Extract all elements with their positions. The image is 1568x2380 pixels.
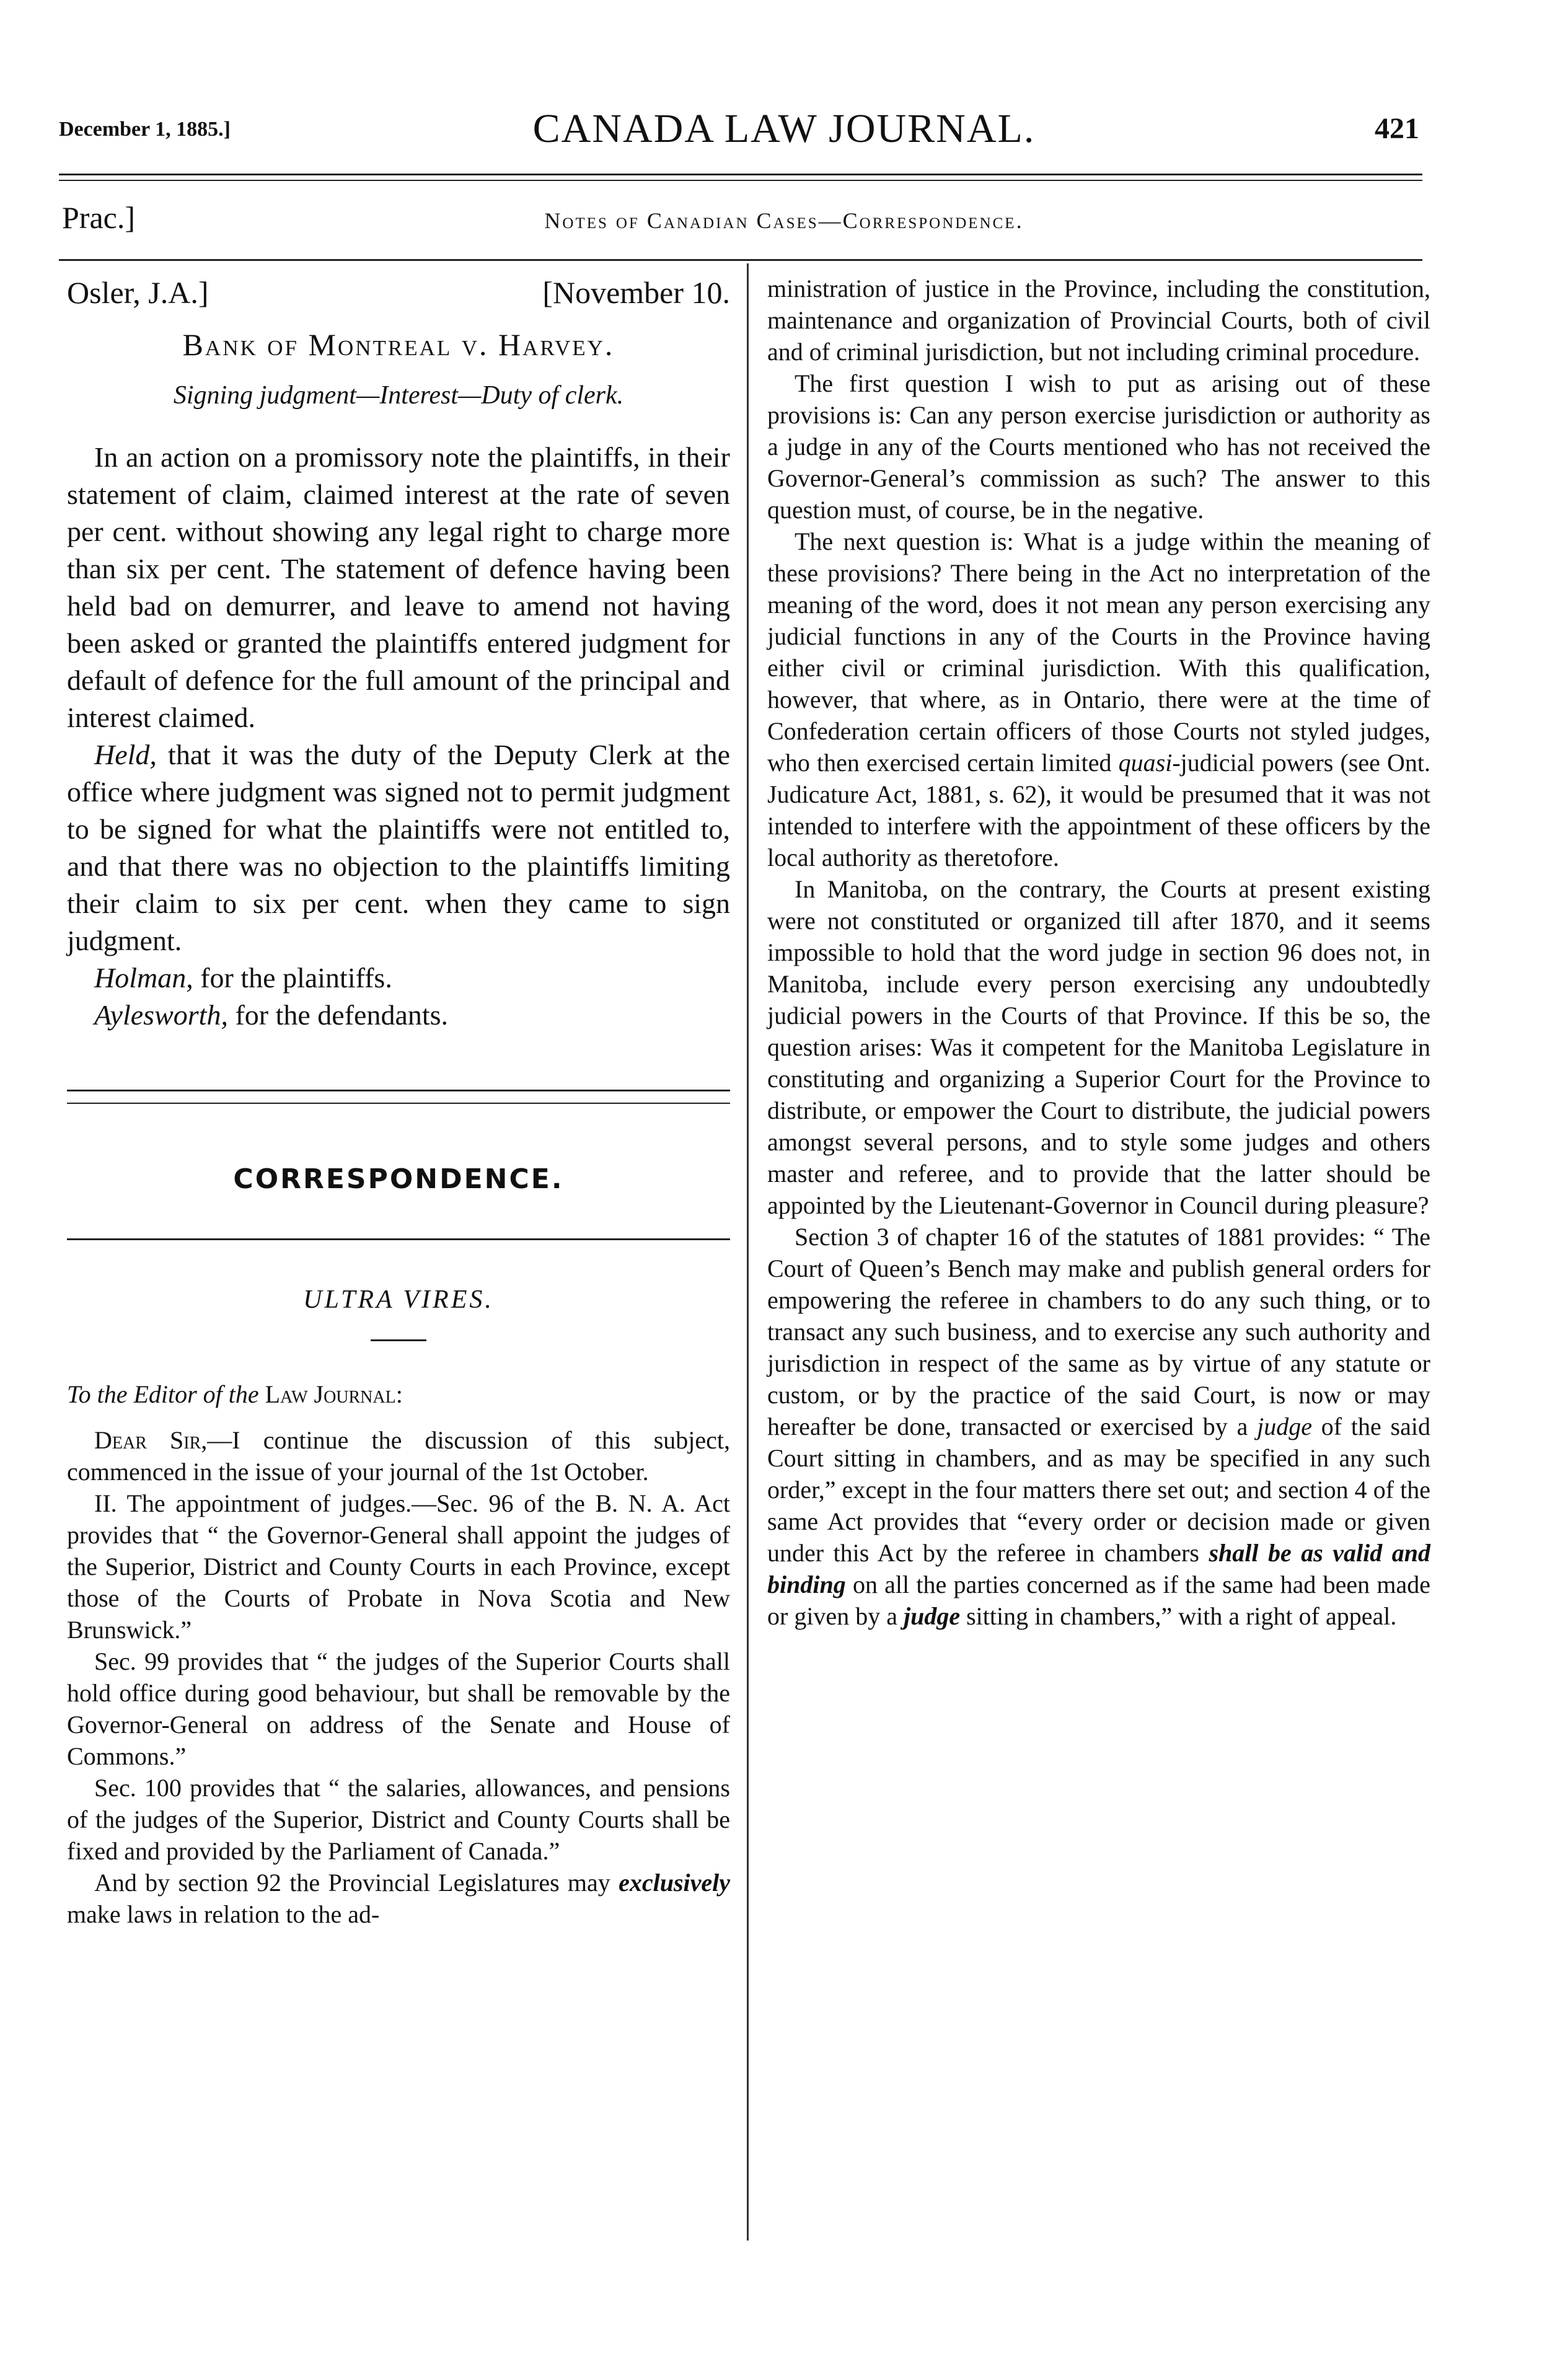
case-judge: Osler, J.A.] xyxy=(67,275,209,310)
dear-sir: Dear Sir, xyxy=(94,1426,208,1454)
column-divider xyxy=(747,263,749,2241)
section-title: Notes of Canadian Cases—Correspondence. xyxy=(544,208,1024,233)
right-para-4: In Manitoba, on the contrary, the Courts at present existing were not constituted or organized till after 1870, and it seems impossible to hold that the word judge in section 96 does not, in Manitoba, include every person exercising any undoubtedly judicial powers in the Courts of that Province. If this be so, the question arises: Was it competent for the Manitoba Legislature in constituting and organizing a Superior Court for the Province to distribute, or empower the Court to distribute, the judicial powers amongst several persons, and to style some judges and others master and referee, and to provide that the latter should be appointed by the Lieutenant-Governor in Council during pleasure? xyxy=(767,875,1430,1219)
case-header xyxy=(67,273,730,312)
counsel-defendants-text: for the defendants. xyxy=(227,999,449,1031)
right-para-3 xyxy=(767,526,1430,873)
journal-title: CANADA LAW JOURNAL. xyxy=(532,106,1036,151)
right-para-3-c: -judicial powers (see Ont. Judicature Act, 1881, s. 62), it would be presumed that it was not intended to interfere with the appointment of these officers by the local authority as theretofore. xyxy=(767,749,1430,871)
right-para-5-d: shall be as valid and binding xyxy=(767,1539,1430,1598)
counsel-defendants-name: Aylesworth, xyxy=(94,999,228,1031)
letter-para-5-c: make laws in relation to the ad- xyxy=(67,1900,380,1928)
correspondence-heading: CORRESPONDENCE. xyxy=(233,1163,564,1195)
case-headnote: Signing judgment—Interest—Duty of clerk. xyxy=(173,381,624,410)
letter-para-1-text: —I continue the discussion of this subject, commenced in the issue of your journal of the 1st October. xyxy=(67,1426,731,1486)
ultra-vires-heading: ULTRA VIRES. xyxy=(303,1285,494,1314)
right-para-1: ministration of justice in the Province, including the constitution, maintenance and organization of Provincial Courts, both of civil and of criminal jurisdiction, but not including criminal procedure. xyxy=(767,275,1430,366)
right-para-5-b: judge xyxy=(1257,1413,1312,1440)
salutation-journal: Law Journal: xyxy=(258,1380,403,1408)
counsel-defendants xyxy=(67,997,730,1034)
issue-date: December 1, 1885.] xyxy=(59,118,231,141)
right-para-3-b: quasi xyxy=(1118,749,1173,777)
left-column xyxy=(67,273,730,1930)
counsel-plaintiffs-name: Holman, xyxy=(94,962,193,994)
header-rule-top-2 xyxy=(59,180,1422,181)
right-para-5-f: judge xyxy=(903,1602,961,1630)
letter-para-1 xyxy=(67,1424,730,1488)
held-text: that it was the duty of the Deputy Clerk at the office where judgment was signed not to permit judgment to be signed for what the plaintiffs were not entitled to, and that there was no objection to the plaintiffs limiting their claim to six per cent. when they came to sign judgment. xyxy=(67,739,730,956)
letter-para-5 xyxy=(67,1867,730,1930)
right-para-5 xyxy=(767,1221,1430,1632)
letter-para-5-a: And by section 92 the Provincial Legislatures may xyxy=(94,1869,619,1897)
case-date: [November 10. xyxy=(542,275,730,310)
case-held xyxy=(67,736,730,959)
counsel-plaintiffs xyxy=(67,959,730,997)
right-para-5-g: sitting in chambers,” with a right of appeal. xyxy=(960,1602,1397,1630)
letter-para-3: Sec. 99 provides that “ the judges of the Superior Courts shall hold office during good behaviour, but shall be removable by the Governor-General on address of the Senate and House of Commons.” xyxy=(67,1647,730,1770)
header-rule-bottom xyxy=(59,259,1422,261)
letter-para-5-b: exclusively xyxy=(619,1869,730,1897)
counsel-plaintiffs-text: for the plaintiffs. xyxy=(193,962,392,994)
right-column xyxy=(767,273,1430,1632)
header-rule-top xyxy=(59,174,1422,175)
right-para-5-e: on all the parties concerned as if the same had been made or given by a xyxy=(767,1571,1430,1630)
section-double-rule xyxy=(67,1090,730,1104)
right-para-5-a: Section 3 of chapter 16 of the statutes of 1881 provides: “ The Court of Queen’s Bench may make and publish general orders for empowering the referee in chambers to do any such thing, or to transact any such business, and to exercise any such authority and jurisdiction in respect of the same as by virtue of any statute or custom, or by the practice of the said Court, is now or may hereafter be done, transacted or exercised by a xyxy=(767,1223,1430,1440)
section-label: Prac.] xyxy=(62,200,135,235)
letter-para-4: Sec. 100 provides that “ the salaries, allowances, and pensions of the judges of the Superior, District and County Courts shall be fixed and provided by the Parliament of Canada.” xyxy=(67,1774,730,1865)
salutation-italic: To the Editor of the xyxy=(67,1380,259,1408)
page-number: 421 xyxy=(1375,112,1419,145)
right-para-2: The first question I wish to put as arising out of these provisions is: Can any person exercise jurisdiction or authority as a judge in any of the Courts mentioned who has not received the Governor-General’s commission as such? The answer to this question must, of course, be in the negative. xyxy=(767,369,1430,524)
right-para-5-c: of the said Court sitting in chambers, and as may be specified in any such order,” except in the four matters there set out; and section 4 of the same Act provides that “every order or decision made or given under this Act by the referee in chambers xyxy=(767,1413,1430,1567)
case-body: In an action on a promissory note the plaintiffs, in their statement of claim, claimed interest at the rate of seven per cent. without showing any legal right to charge more than six per cent. The statement of defence having been held bad on demurrer, and leave to amend not having been asked or granted the plaintiffs entered judgment for default of defence for the full amount of the principal and interest claimed. xyxy=(67,441,730,733)
right-para-3-a: The next question is: What is a judge within the meaning of these provisions? There being in the Act no interpretation of the meaning of the word, does it not mean any person exercising any judicial functions in any of the Courts in the Province having either civil or criminal jurisdiction. With this qualification, however, that where, as in Ontario, there were at the time of Confederation certain officers of those Courts not styled judges, who then exercised certain limited xyxy=(767,527,1430,777)
letter-para-2: II. The appointment of judges.—Sec. 96 of the B. N. A. Act provides that “ the Governor-General shall appoint the judges of the Superior, District and County Courts in each Province, except those of the Courts of Probate in Nova Scotia and New Brunswick.” xyxy=(67,1489,730,1644)
case-title: Bank of Montreal v. Harvey. xyxy=(182,327,615,362)
salutation xyxy=(67,1378,730,1411)
held-label: Held, xyxy=(94,739,157,770)
